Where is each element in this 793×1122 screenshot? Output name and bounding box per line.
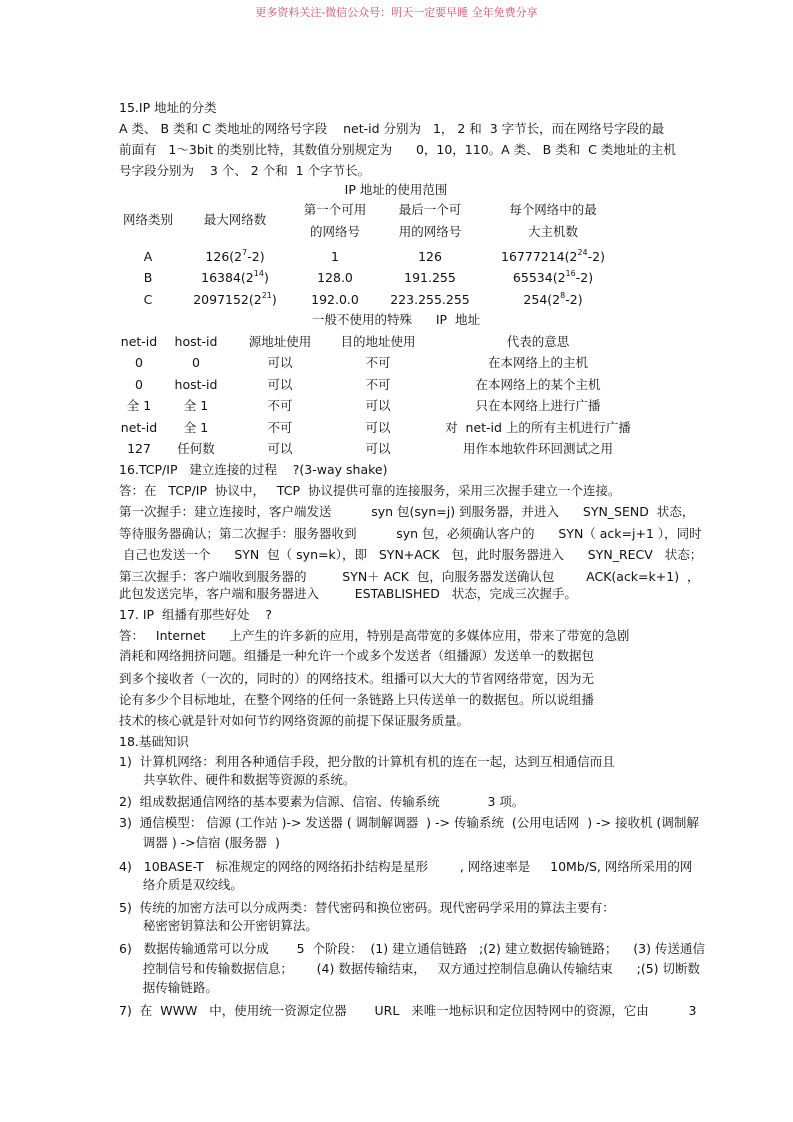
table-header: 的网络号 [309,224,361,239]
paragraph-line: 第一次握手：建立连接时，客户端发送 syn 包(syn=j) 到服务器，并进入 SYN_SEND 状态， [119,504,695,519]
table-cell: 在本网络上的主机 [487,355,589,370]
exponent: 8 [560,291,566,300]
table-header: 第一个可用 [303,202,367,217]
table-cell [193,292,277,308]
table-header: 源地址使用 [248,334,312,349]
list-line: 6) 数据传输通常可以分成 5 个阶段： (1) 建立通信链路 ;(2) 建立数据传输链路； (3) 传送通信 [119,941,705,956]
table-cell [144,270,153,286]
table-cell [501,249,605,265]
paragraph-line: 自己也发送一个 SYN 包（ syn=k），即 SYN+ACK 包，此时服务器进入 SYN_RECV 状态； [119,547,703,562]
list-line: 据传输链路。 [119,980,218,995]
cell-value: C [143,292,153,307]
exponent: 16 [565,269,576,278]
table-cell: 可以 [267,377,293,392]
table-cell: 127 [127,441,151,456]
table-cell: 可以 [365,398,391,413]
table-cell: 可以 [267,355,293,370]
exponent: 21 [261,291,272,300]
cell-suffix: ) [263,270,269,285]
list-line: 秘密密钥算法和公开密钥算法。 [119,918,318,933]
cell-value: 65534(2 [512,270,566,285]
paragraph-line: 答：在 TCP/IP 协议中， TCP 协议提供可靠的连接服务，采用三次握手建立一个连接。 [119,483,621,498]
section-title: 15.IP 地址的分类 [119,100,217,115]
exponent: 7 [242,248,248,257]
table-cell: 不可 [267,420,293,435]
table-cell: 0 [192,355,200,370]
table-cell [331,249,339,265]
table-cell: 全 1 [183,398,209,413]
cell-value: 191.255 [404,270,456,285]
section-title: 18.基础知识 [119,734,189,749]
table-cell [523,292,582,308]
table-cell: 不可 [365,377,391,392]
table-cell [513,270,593,286]
cell-suffix: ) [271,292,277,307]
table-cell: 对 net-id 上的所有主机进行广播 [445,420,631,435]
table-cell: 全 1 [126,398,152,413]
list-line: 7) 在 WWW 中，使用统一资源定位器 URL 来唯一地标识和定位因特网中的资源，它由 3 [119,1003,697,1018]
list-line: 5) 传统的加密方法可以分成两类：替代密码和换位密码。现代密码学采用的算法主要有： [119,900,615,915]
table-header: 每个网络中的最 [509,202,597,217]
cell-value: 223.255.255 [390,292,470,307]
table-header: 大主机数 [527,224,579,239]
list-line: 调器 ) ->信宿 (服务器 ) [119,835,280,850]
table-cell: 可以 [365,420,391,435]
table-cell: net-id [120,420,158,435]
cell-value: 254(2 [523,292,561,307]
table-cell [311,292,359,308]
table-cell: 不可 [267,398,293,413]
table-cell [205,249,264,265]
section-title: 16.TCP/IP 建立连接的过程 ?(3-way shake) [119,462,388,477]
list-line: 共享软件、硬件和数据等资源的系统。 [119,772,356,787]
table-header: net-id [120,334,158,349]
table-cell [144,249,153,265]
table-cell: 0 [135,355,143,370]
table-cell: 用作本地软件环回测试之用 [462,441,614,456]
list-line: 控制信号和传输数据信息； (4) 数据传输结束， 双方通过控制信息确认传输结束 ;(5) 切断数 [119,961,701,976]
table-cell [390,292,470,308]
table-cell [418,249,442,265]
paragraph-line: 号字段分别为 3 个、 2 个和 1 个字节长。 [119,163,371,178]
table-cell: 在本网络上的某个主机 [475,377,601,392]
table-cell: 全 1 [183,420,209,435]
table-header: host-id [174,334,218,349]
cell-value: 16777214(2 [501,249,578,264]
cell-value: 16384(2 [201,270,254,285]
paragraph-line: 前面有 1～3bit 的类别比特，其数值分别规定为 0，10，110。A 类、 B 类和 C 类地址的主机 [119,142,676,157]
paragraph-line: 论有多少个目标地址，在整个网络的任何一条链路上只传送单一的数据包。所以说组播 [119,692,595,707]
table-header: 代表的意思 [506,334,570,349]
table-header: 网络类别 [122,212,174,227]
list-line: 3) 通信模型： 信源 (工作站 )-> 发送器 ( 调制解调器 ) -> 传输系统 (公用电话网 ) -> 接收机 (调制解 [119,815,699,830]
table-cell: 0 [135,377,143,392]
cell-suffix: -2) [565,292,583,307]
paragraph-line: 答： Internet 上产生的许多新的应用，特别是高带宽的多媒体应用，带来了带宽的急剧 [119,628,630,643]
table-cell [404,270,456,286]
table-header: 用的网络号 [398,224,462,239]
exponent: 14 [253,269,264,278]
cell-value: 128.0 [317,270,353,285]
paragraph-line: 消耗和网络拥挤问题。组播是一种允许一个或多个发送者（组播源）发送单一的数据包 [119,648,595,663]
table-cell: host-id [174,377,218,392]
exponent: 24 [577,248,588,257]
section-title: 17. IP 组播有那些好处 ? [119,607,273,622]
cell-value: B [143,270,153,285]
cell-value: 2097152(2 [193,292,262,307]
cell-value: A [143,249,153,264]
table-title: 一般不使用的特殊 IP 地址 [311,312,481,327]
table-cell: 只在本网络上进行广播 [475,398,601,413]
table-cell [144,292,153,308]
paragraph-line: 第三次握手：客户端收到服务器的 SYN＋ ACK 包，向服务器发送确认包 ACK(ack=k+1) ， [119,569,700,584]
table-cell: 可以 [365,441,391,456]
table-header: 最后一个可 [398,202,462,217]
list-line: 1) 计算机网络：利用各种通信手段，把分散的计算机有机的连在一起，达到互相通信而且 [119,754,615,769]
cell-suffix: -2) [587,249,605,264]
table-cell: 任何数 [177,441,215,456]
list-line: 2) 组成数据通信网络的基本要素为信源、信宿、传输系统 3 项。 [119,794,525,809]
table-title: IP 地址的使用范围 [344,182,448,197]
list-line: 络介质是双绞线。 [119,877,243,892]
list-line: 4) 10BASE-T 标准规定的网络的网络拓扑结构是星形 , 网络速率是 10Mb/S, 网络所采用的网 [119,859,693,874]
table-cell: 不可 [365,355,391,370]
cell-suffix: -2) [575,270,594,285]
cell-value: 126 [418,249,442,264]
table-cell [317,270,353,286]
cell-value: 192.0.0 [311,292,359,307]
paragraph-line: 技术的核心就是针对如何节约网络资源的前提下保证服务质量。 [119,713,470,728]
paragraph-line: 此包发送完毕，客户端和服务器进入 ESTABLISHED 状态，完成三次握手。 [119,586,577,601]
paragraph-line: 到多个接收者（一次的，同时的）的网络技术。组播可以大大的节省网络带宽，因为无 [119,671,595,686]
table-cell: 可以 [267,441,293,456]
cell-suffix: -2) [247,249,265,264]
table-cell [201,270,269,286]
paragraph-line: A 类、 B 类和 C 类地址的网络号字段 net-id 分别为 1， 2 和 3 字节长，而在网络号字段的最 [119,121,665,136]
cell-value: 126(2 [205,249,243,264]
paragraph-line: 等待服务器确认；第二次握手：服务器收到 syn 包，必须确认客户的 SYN（ ack=j+1 ），同时 [119,526,702,541]
table-header: 最大网络数 [203,212,267,227]
table-header: 目的地址使用 [340,334,416,349]
cell-value: 1 [331,249,339,264]
header-banner: 更多资料关注-微信公众号：明天一定要早睡 全年免费分享 [255,6,538,19]
